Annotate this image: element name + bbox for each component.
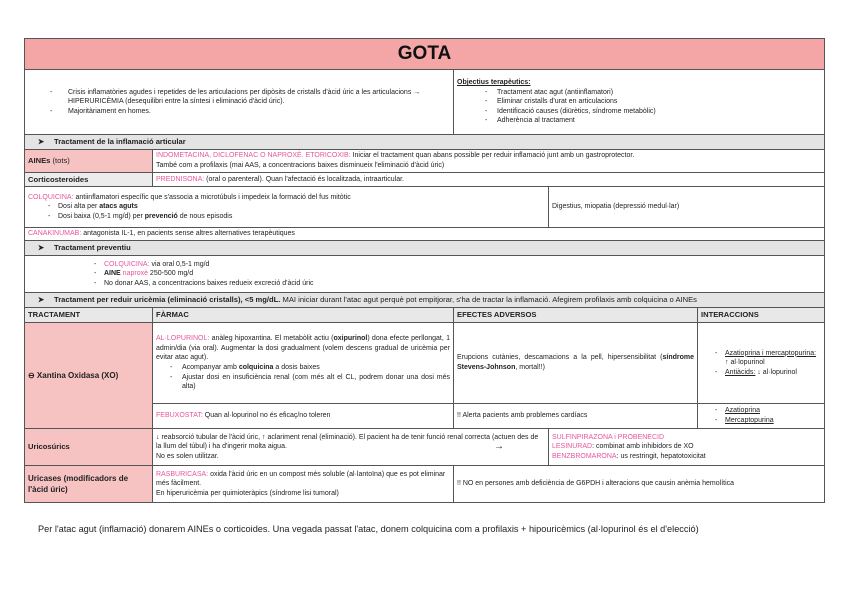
allopurinol-drug: AL·LOPURINOL: xyxy=(156,335,210,343)
colchicine-side-effects: Digestius, miopatia (depressió medul·lar) xyxy=(549,187,825,228)
intro-item: - Crisis inflamatòries agudes i repetides de les articulacions per dipòsits de cristalls d'àcid úric a les articulacions → HIPERURICÈMIA (desequilibri entre la síntesi i eliminació d'àcid úric). xyxy=(28,88,450,107)
allopurinol-note: - Ajustar dosi en insuficiència renal (com més alt el CL, podrem donar una dosi més alta) xyxy=(156,373,450,392)
section-preventive xyxy=(25,241,825,256)
canakinumab-drug: CANAKINUMAB: xyxy=(28,230,82,238)
arrow-icon: ➤ xyxy=(37,137,45,147)
aines-text1: Iniciar el tractament quan abans possible per reduir inflamació junt amb un gastroprotector. xyxy=(350,152,635,160)
allopurinol-note: - Acompanyar amb colquicina a dosis baixes xyxy=(156,363,450,373)
objective-item: - Identificació causes (diürètics, síndrome metabòlic) xyxy=(457,107,821,117)
aines-label-suffix: (tots) xyxy=(50,156,70,166)
objective-item: - Eliminar cristalls d'urat en articulacions xyxy=(457,97,821,107)
colchicine-text: antiinflamatori específic que s'associa a microtúbuls i impedeix la formació del fus mitòtic xyxy=(73,193,351,201)
header-treatment: TRACTAMENT xyxy=(25,308,153,323)
uricases-text2: En hiperuricèmia per quimioteràpics (síndrome lisi tumoral) xyxy=(156,489,339,497)
rasburicase-drug: RASBURICASA: xyxy=(156,470,209,478)
aines-content xyxy=(153,150,825,173)
aines-label xyxy=(25,150,153,173)
header-interactions: INTERACCIONS xyxy=(698,308,825,323)
corticoids-label: Corticosteroides xyxy=(25,173,153,187)
febuxostat-drug: FEBUXOSTAT: xyxy=(156,412,203,420)
corticoids-content xyxy=(153,173,825,187)
section-inflammation xyxy=(25,135,825,150)
prednisone-drug: PREDNISONA: xyxy=(156,175,205,183)
intro-cell xyxy=(25,70,454,135)
corticoids-text: (oral o parenteral). Quan l'afectació és localitzada, intraarticular. xyxy=(204,175,405,183)
header-adverse: EFECTES ADVERSOS xyxy=(454,308,698,323)
objective-item: - Tractament atac agut (antiinflamatori) xyxy=(457,88,821,98)
gota-table xyxy=(24,38,825,503)
objectives-title: Objectius terapèutics: xyxy=(457,79,531,87)
aines-label-text: AINEs xyxy=(28,156,51,166)
uricosurics-drugs: → SULFINPIRAZONA i PROBENECID LESINURAD: combinat amb inhibidors de XO BENZBROMARONA: us restringit, hepatotoxicitat xyxy=(549,429,825,466)
uricosurics-text2: No es solen utilitzar. xyxy=(156,452,219,460)
allopurinol-content: AL·LOPURINOL: anàleg hipoxantina. El metabòlit actiu (oxipurinol) dona efecte perllongat, 1 admin/dia (via oral). Augmentar la dosi gradualment (volem descens gradual de uricèmia per evitar atac agut). - Acompanyar amb colquicina a dosis baixes - Ajustar dosi en insuficiència renal (com més alt el CL, podrem donar una dosi més alta) xyxy=(153,323,454,404)
colchicine-low-dose: - Dosi baixa (0,5-1 mg/d) per prevenció de nous episodis xyxy=(28,212,545,222)
aines-drugs: INDOMETACINA, DICLOFENAC O NAPROXÈ. ETORICOXIB: xyxy=(156,152,351,160)
header-drug: FÀRMAC xyxy=(153,308,454,323)
febuxostat-interactions xyxy=(698,404,825,429)
colchicine-drug: COLQUICINA: xyxy=(28,193,74,201)
febuxostat-content: FEBUXOSTAT: Quan al·lopurinol no és eficaç/no toleren xyxy=(153,404,454,429)
document xyxy=(24,38,824,503)
intro-item: - Majoritàriament en homes. xyxy=(28,107,450,117)
section-title: Tractament preventiu xyxy=(54,243,131,253)
section-title: Tractament per reduir uricèmia (eliminació cristalls), <5 mg/dL. xyxy=(54,295,281,305)
uricases-label: Uricases (modificadors de l'àcid úric) xyxy=(25,466,153,503)
arrow-icon: ➤ xyxy=(37,243,45,253)
section-uricemia xyxy=(25,293,825,308)
allopurinol-interactions xyxy=(698,323,825,404)
preventive-colchicine: - COLQUICINA: via oral 0,5-1 mg/d xyxy=(88,260,821,270)
uricosurics-text1: ↓ reabsorció tubular de l'àcid úric, ↑ aclariment renal (eliminació). El pacient ha de tenir funció renal correcta (actuen des de la llum del túbul) i ha d'ingerir molta aigua. xyxy=(156,433,539,451)
preventive-aine: - AINE naproxè 250-500 mg/d xyxy=(88,269,821,279)
interaction-item: - Antiàcids: ↓ al·lopurinol xyxy=(701,368,821,378)
uricosurics-label: Uricosúrics xyxy=(25,429,153,466)
objectives-cell xyxy=(454,70,825,135)
footer-note: Per l'atac agut (inflamació) donarem AINEs o corticoides. Una vegada passat l'atac, donem colquicina com a profilaxis + hipouricèmics (al·lopurinol és el d'elecció) xyxy=(38,524,699,534)
objective-item: - Adherència al tractament xyxy=(457,116,821,126)
canakinumab-text: antagonista IL-1, en pacients sense altres alternatives terapèutiques xyxy=(81,230,295,238)
interaction-item: - Azatioprina xyxy=(701,406,821,416)
xantina-label: ⊖ Xantina Oxidasa (XO) xyxy=(25,323,153,429)
interaction-item: - Azatioprina i mercaptopurina: ↑ al·lopurinol xyxy=(701,349,821,368)
colchicine-high-dose: - Dosi alta per atacs aguts xyxy=(28,202,545,212)
section-subtitle: MAI iniciar durant l'atac agut perquè pot empitjorar, s'ha de tractar la inflamació. Afegirem profilaxis amb colquicina o AINEs xyxy=(280,295,697,305)
aines-text2: També com a profilaxis (mai AAS, a concentracions baixes disminueix l'eliminació d'àcid úric) xyxy=(156,162,445,169)
interaction-item: - Mercaptopurina xyxy=(701,416,821,426)
lesinurad-drug: LESINURAD xyxy=(552,443,593,451)
preventive-content xyxy=(25,256,825,293)
colchicine-content xyxy=(25,187,549,228)
uricosurics-content xyxy=(153,429,549,466)
preventive-aas: - No donar AAS, a concentracions baixes redueix excreció d'àcid úric xyxy=(88,279,821,289)
benzbromarone-drug: BENZBROMARONA xyxy=(552,452,617,460)
uricases-content: RASBURICASA: oxida l'àcid úric en un compost més soluble (al·lantoïna) que es pot eliminar més fàcilment. En hiperuricèmia per quimioteràpics (síndrome lisi tumoral) xyxy=(153,466,454,503)
allopurinol-adverse: Erupcions cutànies, descamacions a la pell, hipersensibilitat (síndrome Stevens-Johnson, mortal!!) xyxy=(454,323,698,404)
canakinumab-content xyxy=(25,228,825,241)
page-title: GOTA xyxy=(25,39,825,70)
arrow-icon: ➤ xyxy=(37,295,45,305)
febuxostat-adverse: !! Alerta pacients amb problemes cardíacs xyxy=(454,404,698,429)
uricosurics-drug1: SULFINPIRAZONA i PROBENECID xyxy=(552,433,665,441)
uricases-adverse: !! NO en persones amb deficiència de G6PDH i alteracions que causin anèmia hemolítica xyxy=(454,466,825,503)
section-title: Tractament de la inflamació articular xyxy=(54,137,186,147)
arrow-right-icon: → xyxy=(494,440,504,452)
